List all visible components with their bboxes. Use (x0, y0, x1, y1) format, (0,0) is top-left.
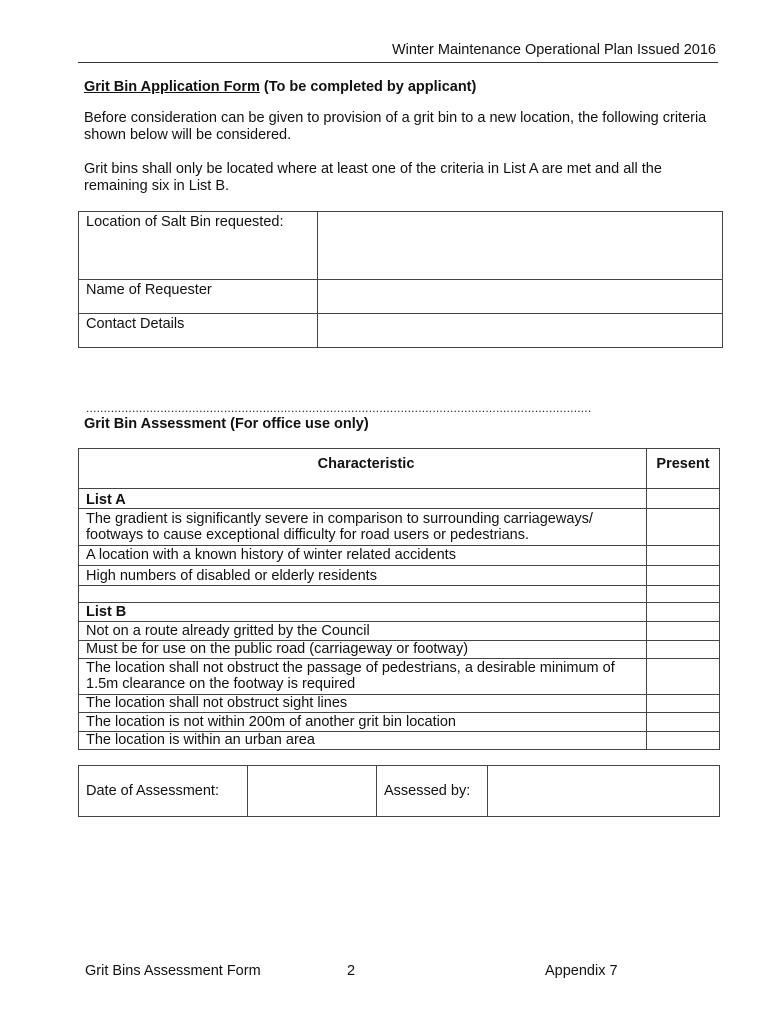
assessment-signoff-table (78, 765, 720, 817)
list-b-item: Not on a route already gritted by the Council (79, 622, 647, 641)
present-cell[interactable] (647, 603, 720, 622)
intro-paragraph-1: Before consideration can be given to provision of a grit bin to a new location, the following criteria shown below will be considered. (84, 110, 707, 143)
intro-paragraph-2: Grit bins shall only be located where at least one of the criteria in List A are met and all the remaining six in List B. (84, 161, 662, 194)
requester-input-cell[interactable] (318, 280, 723, 314)
present-cell[interactable] (647, 622, 720, 641)
assessed-by-label: Assessed by: (377, 766, 488, 817)
present-cell[interactable] (647, 713, 720, 732)
contact-input-cell[interactable] (318, 314, 723, 348)
form-title-main: Grit Bin Application Form (84, 79, 260, 95)
contact-label: Contact Details (79, 314, 318, 348)
spacer-cell (647, 586, 720, 603)
location-input-cell[interactable] (318, 212, 723, 280)
present-cell[interactable] (647, 695, 720, 713)
list-b-item: The location is within an urban area (79, 732, 647, 750)
list-a-item: High numbers of disabled or elderly residents (79, 566, 647, 586)
page-number: 2 (347, 963, 356, 979)
date-of-assessment-input[interactable] (248, 766, 377, 817)
present-cell[interactable] (647, 566, 720, 586)
list-b-item: The location is not within 200m of another grit bin location (79, 713, 647, 732)
form-title-suffix: (To be completed by applicant) (259, 79, 477, 95)
assessed-by-input[interactable] (488, 766, 720, 817)
requester-label: Name of Requester (79, 280, 318, 314)
list-b-item: The location shall not obstruct sight lines (79, 695, 647, 713)
present-cell[interactable] (647, 732, 720, 750)
footer-title: Grit Bins Assessment Form (85, 963, 261, 979)
list-b-heading: List B (79, 603, 647, 622)
present-cell[interactable] (647, 659, 720, 695)
characteristic-header: Characteristic (79, 449, 647, 489)
list-b-item: Must be for use on the public road (carriageway or footway) (79, 641, 647, 659)
dotted-separator: ............................................................................................................................................... (86, 401, 592, 415)
present-cell[interactable] (647, 546, 720, 566)
list-b-item: The location shall not obstruct the passage of pedestrians, a desirable minimum of 1.5m clearance on the footway is required (79, 659, 647, 695)
form-title (84, 79, 476, 95)
present-header: Present (647, 449, 720, 489)
date-of-assessment-label: Date of Assessment: (79, 766, 248, 817)
assessment-title: Grit Bin Assessment (For office use only) (84, 416, 369, 432)
present-cell[interactable] (647, 509, 720, 546)
present-cell[interactable] (647, 641, 720, 659)
list-a-item: The gradient is significantly severe in comparison to surrounding carriageways/ footways to cause exceptional difficulty for road users or pedestrians. (79, 509, 647, 546)
list-a-item: A location with a known history of winter related accidents (79, 546, 647, 566)
spacer-cell (79, 586, 647, 603)
applicant-details-table (78, 211, 723, 348)
list-a-heading: List A (79, 489, 647, 509)
present-cell[interactable] (647, 489, 720, 509)
location-label: Location of Salt Bin requested: (79, 212, 318, 280)
assessment-table (78, 448, 720, 750)
appendix-label: Appendix 7 (545, 963, 618, 979)
header-divider (78, 62, 718, 63)
document-header: Winter Maintenance Operational Plan Issued 2016 (391, 42, 716, 58)
